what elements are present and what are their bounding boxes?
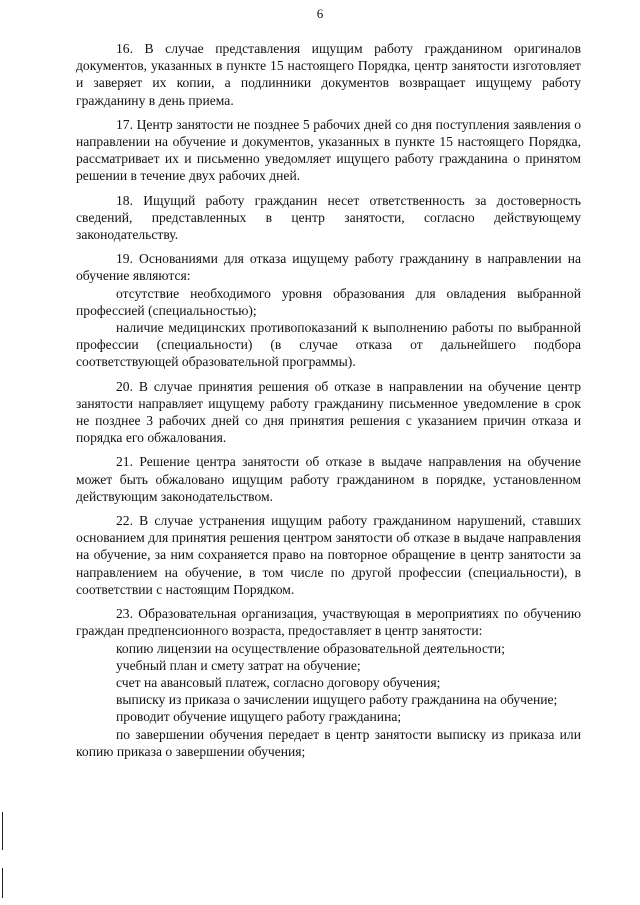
paragraph-17: 17. Центр занятости не позднее 5 рабочих дней со дня поступления заявления о направлении на обучение и документов, указанных в пункте 15 настоящего Порядка, рассматривает их и письменно уведомляет ищущего работу гражданина о принятом решении в течение двух рабочих дней. [76, 116, 581, 184]
scan-margin-line [2, 868, 3, 898]
paragraph-19-item-2: наличие медицинских противопоказаний к выполнению работы по выбранной профессии (специальности) (в случае отказа от дальнейшего подбора соответствующей образовательной программы). [76, 320, 581, 370]
paragraph-21: 21. Решение центра занятости об отказе в выдаче направления на обучение может быть обжаловано ищущим работу гражданином в порядке, установленном действующим законодательством. [76, 454, 581, 504]
paragraph-16: 16. В случае представления ищущим работу гражданином оригиналов документов, указанных в пункте 15 настоящего Порядка, центр занятости изготовляет и заверяет их копии, а подлинники документов возвращает ищущему работу гражданину в день приема. [76, 41, 581, 108]
paragraph-18: 18. Ищущий работу гражданин несет ответственность за достоверность сведений, представленных в центр занятости, согласно действующему законодательству. [76, 192, 581, 243]
paragraph-23-item-3: счет на авансовый платеж, согласно договору обучения; [116, 674, 441, 690]
paragraph-23-item-5: проводит обучение ищущего работу гражданина; [116, 709, 402, 725]
paragraph-23-item-4: выписку из приказа о зачислении ищущего работу гражданина на обучение; [116, 692, 558, 708]
paragraph-22: 22. В случае устранения ищущим работу гражданином нарушений, ставших основанием для принятия решения центром занятости об отказе в выдаче направления на обучение, за ним сохраняется право на повторное обращение в центр занятости за направлением на обучение, в том числе по другой профессии (специальности), в соответствии с настоящим Порядком. [76, 513, 581, 597]
paragraph-23: 23. Образовательная организация, участвующая в мероприятиях по обучению граждан предпенсионного возраста, предоставляет в центр занятости: [76, 606, 581, 639]
scan-margin-line [2, 812, 3, 850]
document-body [76, 40, 581, 760]
paragraph-23-item-2: учебный план и смету затрат на обучение; [116, 657, 361, 673]
paragraph-19-item-1: отсутствие необходимого уровня образования для овладения выбранной профессией (специальностью); [76, 285, 581, 318]
paragraph-20: 20. В случае принятия решения об отказе в направлении на обучение центр занятости направляет ищущему работу гражданину письменное уведомление в срок не позднее 3 рабочих дней со дня принятия решения с указанием причин отказа и порядка его обжалования. [76, 378, 581, 446]
paragraph-19: 19. Основаниями для отказа ищущему работу гражданину в направлении на обучение являются: [76, 251, 581, 284]
paragraph-23-item-1: копию лицензии на осуществление образовательной деятельности; [116, 640, 505, 656]
page-number: 6 [316, 6, 324, 21]
paragraph-23-item-6: по завершении обучения передает в центр занятости выписку из приказа или копию приказа о завершении обучения; [76, 726, 581, 759]
